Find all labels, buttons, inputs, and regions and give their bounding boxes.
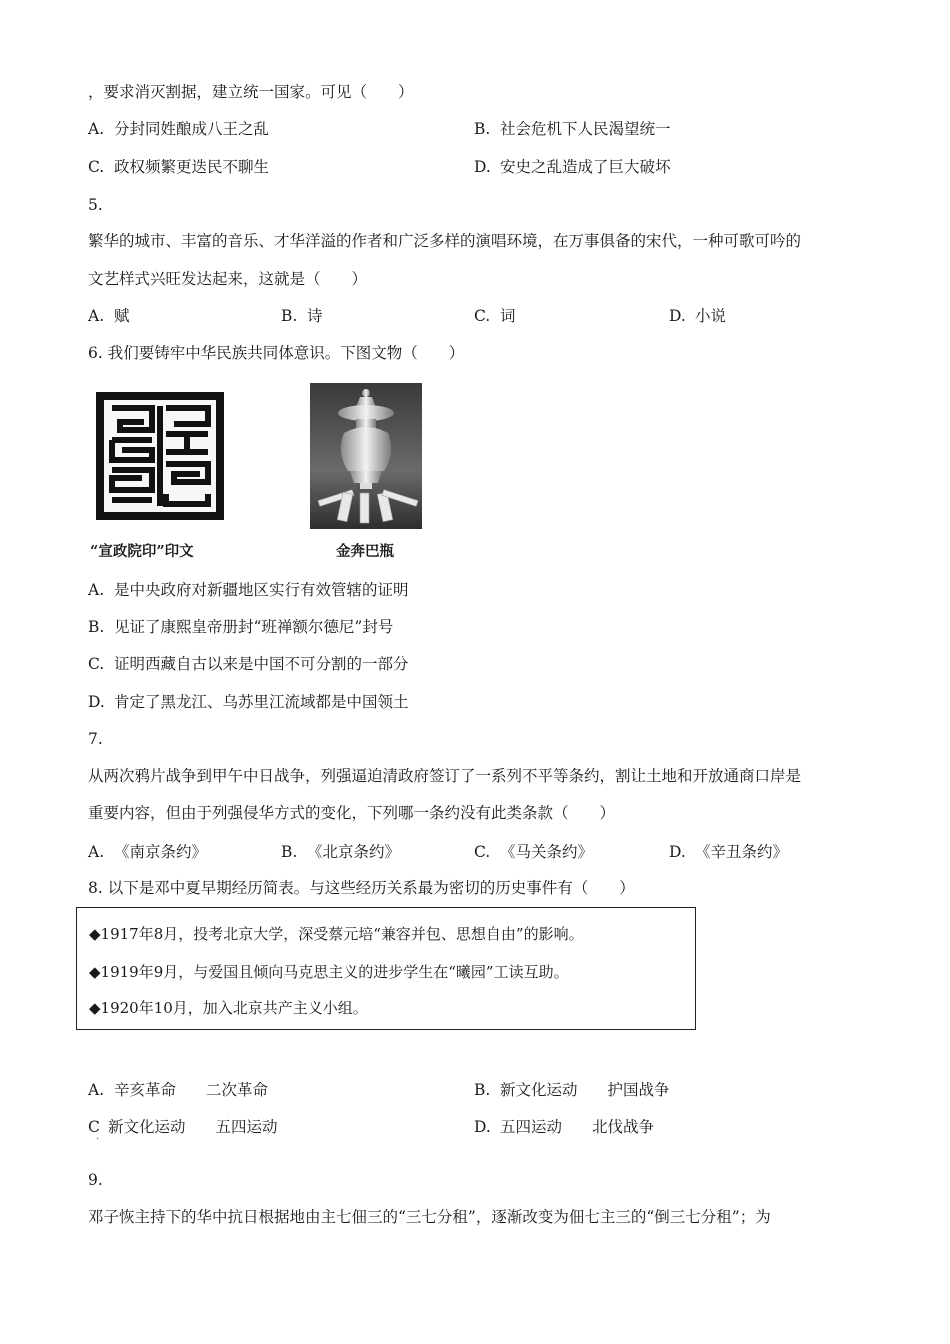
q6-option-b[interactable]: B. 见证了康熙皇帝册封“班禅额尔德尼”封号: [88, 618, 394, 636]
q5-option-b[interactable]: B. 诗: [281, 307, 323, 325]
question-5-stem-line2: 文艺样式兴旺发达起来，这就是（ ）: [88, 270, 368, 288]
q6-option-d[interactable]: D. 肯定了黑龙江、乌苏里江流域都是中国领土: [88, 693, 409, 711]
q7-option-b[interactable]: B. 《北京条约》: [281, 843, 401, 861]
q5-option-a[interactable]: A. 赋: [88, 307, 130, 325]
seal-imprint-figure: [94, 390, 226, 526]
q4-option-d[interactable]: D. 安史之乱造成了巨大破坏: [474, 158, 671, 176]
resume-item: ◆1917年8月，投考北京大学，深受蔡元培“兼容并包、思想自由”的影响。: [89, 925, 584, 943]
question-9-number: 9.: [88, 1171, 103, 1189]
question-6-stem: 6. 我们要铸牢中华民族共同体意识。下图文物（ ）: [88, 344, 465, 362]
stray-dot: ·: [96, 1134, 100, 1145]
seal-caption: “宣政院印”印文: [90, 543, 194, 560]
resume-item: ◆1919年9月，与爱国且倾向马克思主义的进步学生在“曦园”工读互助。: [89, 963, 569, 981]
resume-item: ◆1920年10月，加入北京共产主义小组。: [89, 999, 368, 1017]
resume-table: [76, 907, 696, 1030]
question-7-stem-line1: 从两次鸦片战争到甲午中日战争，列强逼迫清政府签订了一系列不平等条约，割让土地和开放通商口岸是: [88, 767, 802, 785]
question-8-stem: 8. 以下是邓中夏早期经历简表。与这些经历关系最为密切的历史事件有（ ）: [88, 879, 635, 897]
question-9-stem-line1: 邓子恢主持下的华中抗日根据地由主七佃三的“三七分租”，逐渐改变为佃七主三的“倒三七分租”；为: [88, 1208, 771, 1226]
q5-option-d[interactable]: D. 小说: [669, 307, 727, 325]
q4-option-a[interactable]: A. 分封同姓酿成八王之乱: [88, 120, 270, 138]
q6-option-c[interactable]: C. 证明西藏自古以来是中国不可分割的一部分: [88, 655, 409, 673]
q7-option-c[interactable]: C. 《马关条约》: [474, 843, 594, 861]
question-5-number: 5.: [88, 196, 103, 214]
golden-urn-figure: [310, 383, 422, 533]
question-7-number: 7.: [88, 730, 103, 748]
q8-option-b[interactable]: B. 新文化运动 护国战争: [474, 1081, 670, 1099]
q8-option-a[interactable]: A. 辛亥革命 二次革命: [88, 1081, 269, 1099]
q8-option-c[interactable]: C 新文化运动 五四运动: [88, 1118, 278, 1136]
q8-option-d[interactable]: D. 五四运动 北伐战争: [474, 1118, 655, 1136]
question-7-stem-line2: 重要内容，但由于列强侵华方式的变化，下列哪一条约没有此类条款（ ）: [88, 804, 616, 822]
q5-option-c[interactable]: C. 词: [474, 307, 516, 325]
q4-option-b[interactable]: B. 社会危机下人民渴望统一: [474, 120, 671, 138]
urn-caption: 金奔巴瓶: [336, 543, 394, 560]
q6-option-a[interactable]: A. 是中央政府对新疆地区实行有效管辖的证明: [88, 581, 409, 599]
q7-option-a[interactable]: A. 《南京条约》: [88, 843, 208, 861]
question-4-stem-tail: ，要求消灭割据，建立统一国家。可见（ ）: [88, 83, 414, 101]
q7-option-d[interactable]: D. 《辛丑条约》: [669, 843, 789, 861]
question-5-stem-line1: 繁华的城市、丰富的音乐、才华洋溢的作者和广泛多样的演唱环境，在万事俱备的宋代，一种可歌可吟的: [88, 232, 802, 250]
q4-option-c[interactable]: C. 政权频繁更迭民不聊生: [88, 158, 270, 176]
